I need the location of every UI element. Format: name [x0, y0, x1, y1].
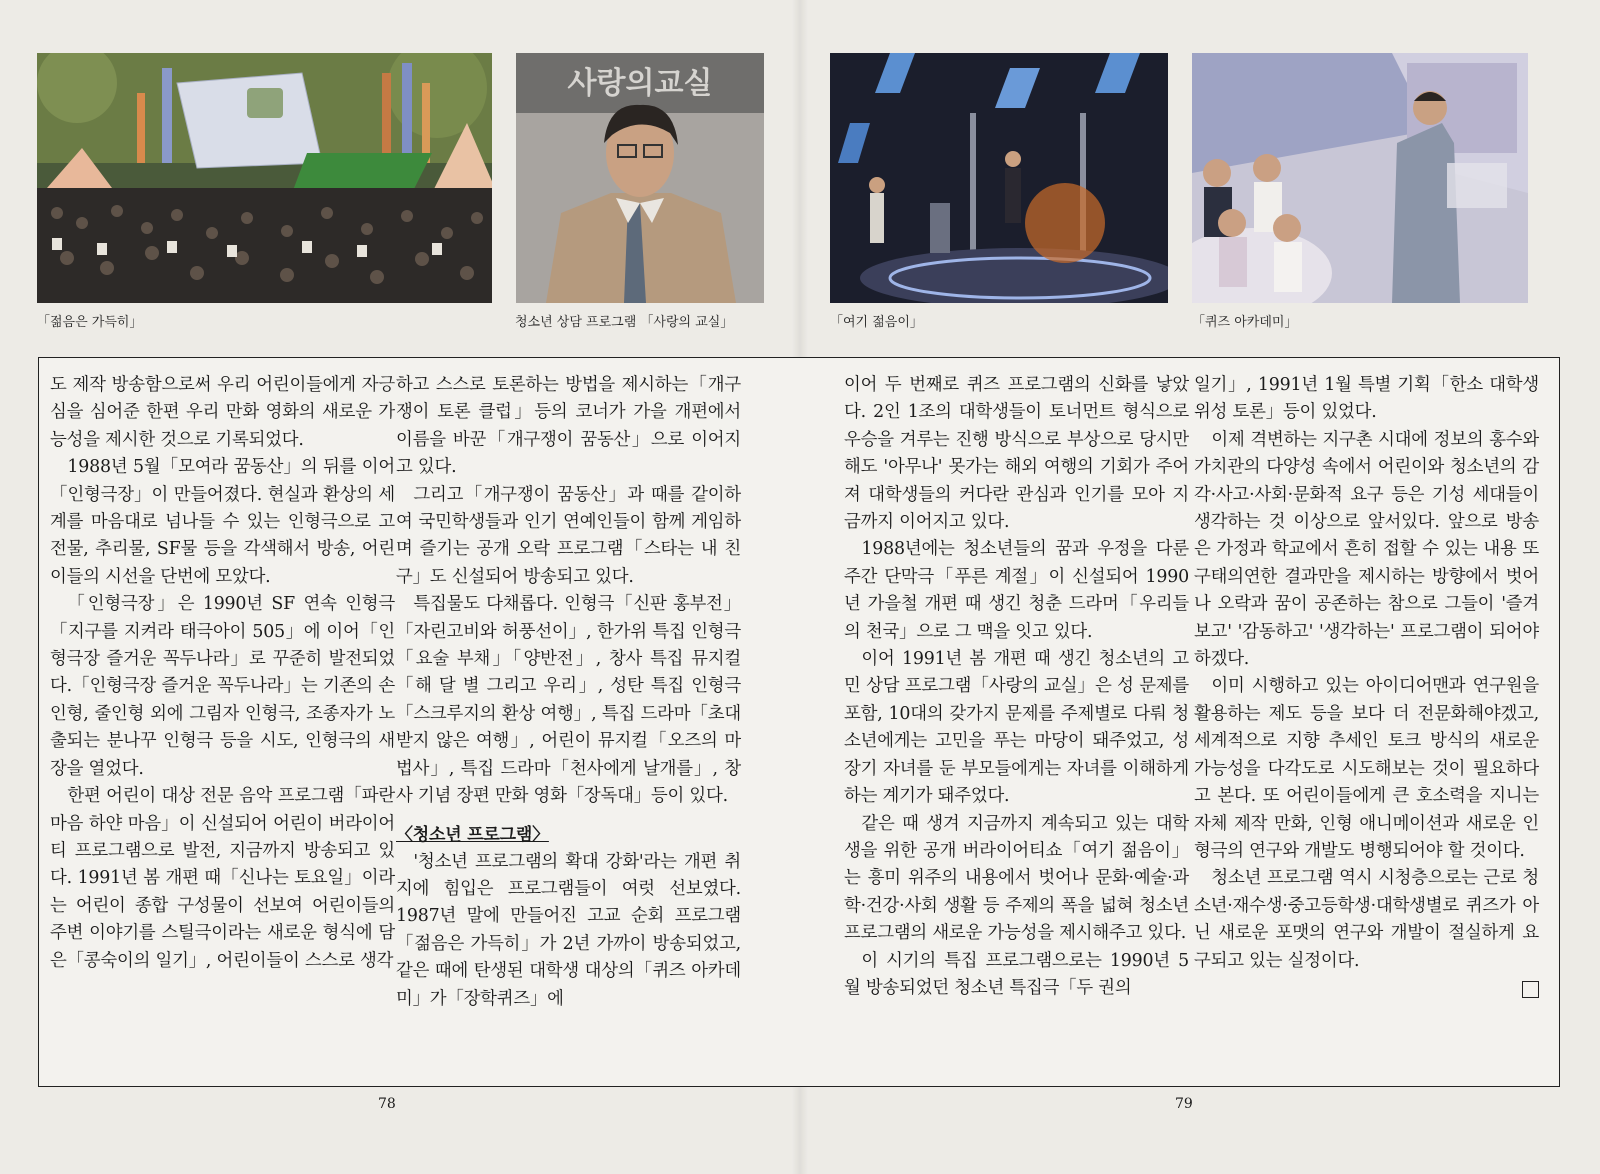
section-heading: 〈청소년 프로그램〉	[396, 824, 549, 845]
article-column-1	[50, 372, 395, 975]
photo-caption: 「여기 젊음이」	[830, 315, 923, 330]
paragraph: 이미 시행하고 있는 아이디어맨과 연구원을 활용하는 제도 등을 보다 더 전문화해야겠고, 세계적으로 지향 추세인 토크 방식의 새로운 가능성을 다각도로 시도해보는 것이 필요하다고 본다. 또 어린이들에게 큰 호소력을 지니는 자체 제작 만화, 인형 애니메이션과 새로운 인형극의 연구와 개발도 병행되어야 할 것이다.	[1194, 676, 1539, 861]
paragraph: '청소년 프로그램의 확대 강화'라는 개편 취지에 힘입은 프로그램들이 여럿 선보였다. 1987년 말에 만들어진 고교 순회 프로그램「젊음은 가득히」가 2년 가까이 방송되었고, 같은 때에 탄생된 대학생 대상의「퀴즈 아카데미」가「장학퀴즈」에	[396, 851, 741, 1009]
band-stage-photo	[830, 53, 1168, 303]
paragraph: 일기」, 1991년 1월 특별 기획「한소 대학생 위성 토론」등이 있었다.	[1194, 375, 1539, 423]
paragraph: 이어 두 번째로 퀴즈 프로그램의 신화를 낳았다. 2인 1조의 대학생들이 토너먼트 형식으로 우승을 겨루는 진행 방식으로 부상으로 당시만 해도 '아무나' 못가는 해외 여행의 기회가 주어져 대학생들의 커다란 관심과 인기를 모아 지금까지 이어지고 있다.	[844, 375, 1189, 533]
paragraph: 청소년 프로그램 역시 시청층으로는 근로 청소년·재수생·중고등학생·대학생별로 퀴즈가 아닌 새로운 포맷의 연구와 개발이 절실하게 요구되고 있는 실정이다.	[1194, 868, 1539, 971]
quiz-show-photo	[1192, 53, 1528, 303]
photo-caption: 청소년 상담 프로그램 「사랑의 교실」	[515, 315, 734, 330]
photo-caption: 「퀴즈 아카데미」	[1192, 315, 1298, 330]
paragraph: 이제 격변하는 지구촌 시대에 정보의 홍수와 가치관의 다양성 속에서 어린이와 청소년의 감각·사고·사회·문화적 요구 등은 기성 세대들이 생각하는 것 이상으로 앞서있다. 앞으로 방송은 가정과 학교에서 흔히 접할 수 있는 내용 또 구태의연한 결과만을 제시하는 방향에서 벗어나 오락과 꿈이 공존하는 참으로 그들이 '즐겨보고' '감동하고' '생각하는' 프로그램이 되어야 하겠다.	[1194, 429, 1539, 670]
paragraph: 특집물도 다채롭다. 인형극「신판 홍부전」「자린고비와 허풍선이」, 한가위 특집 인형극「요술 부채」「양반전」, 창사 특집 뮤지컬「해 달 별 그리고 우리」, 성탄 특집 인형극「스크루지의 환상 여행」, 특집 드라마「초대받지 않은 여행」, 어린이 뮤지컬「오즈의 마법사」, 특집 드라마「천사에게 날개를」, 창사 기념 장편 만화 영화「장독대」등이 있다.	[396, 594, 741, 807]
outdoor-stage-audience-photo	[37, 53, 492, 303]
end-mark-icon	[1522, 981, 1539, 998]
article-column-4	[1194, 372, 1539, 998]
paragraph: 하고 스스로 토론하는 방법을 제시하는「개구쟁이 토론 클럽」등의 코너가 가을 개편에서 이름을 바꾼「개구쟁이 꿈동산」으로 이어지고 있다.	[396, 375, 741, 478]
paragraph: 1988년 5월「모여라 꿈동산」의 뒤를 이어「인형극장」이 만들어졌다. 현실과 환상의 세계를 마음대로 넘나들 수 있는 인형극으로 고전물, 추리물, SF물 등을 각색해서 방송, 어린이들의 시선을 단번에 모았다.	[50, 457, 395, 587]
paragraph: 같은 때 생겨 지금까지 계속되고 있는 대학생을 위한 공개 버라이어티쇼「여기 젊음이」는 흥미 위주의 내용에서 벗어나 문화·예술·과학·건강·사회 생활 등 주제의 폭을 넓혀 청소년 프로그램의 새로운 가능성을 제시해주고 있다.	[844, 813, 1189, 944]
presenter-portrait-photo	[516, 53, 764, 303]
paragraph: 그리고「개구쟁이 꿈동산」과 때를 같이하여 국민학생들과 인기 연예인들이 함께 게임하며 즐기는 공개 오락 프로그램「스타는 내 친구」도 신설되어 방송되고 있다.	[396, 484, 741, 587]
article-column-3	[844, 372, 1189, 1002]
paragraph: 「인형극장」은 1990년 SF 연속 인형극「지구를 지켜라 태극아이 505」에 이어「인형극장 즐거운 꼭두나라」로 꾸준히 발전되었다.「인형극장 즐거운 꼭두나라」는 기존의 손인형, 줄인형 외에 그림자 인형극, 조종자가 노출되는 분나꾸 인형극 등을 시도, 인형극의 새 장을 열었다.	[50, 594, 395, 779]
page-number-left: 78	[378, 1096, 396, 1112]
program-sign: 사랑의교실	[567, 66, 713, 101]
paragraph: 1988년에는 청소년들의 꿈과 우정을 다룬 주간 단막극「푸른 계절」이 신설되어 1990년 가을철 개편 때 생긴 청춘 드라머「우리들의 천국」으로 그 맥을 잇고 있다.	[844, 539, 1189, 642]
article-column-2	[396, 372, 741, 1013]
photo-caption: 「젊음은 가득히」	[37, 315, 143, 330]
paragraph: 한편 어린이 대상 전문 음악 프로그램「파란 마음 하얀 마음」이 신설되어 어린이 버라이어티 프로그램으로 발전, 지금까지 방송되고 있다. 1991년 봄 개편 때「신나는 토요일」이라는 어린이 종합 구성물이 선보여 어린이들의 주변 이야기를 스틸극이라는 새로운 형식에 담은「콩숙이의 일기」, 어린이들이 스스로 생각	[50, 786, 395, 971]
paragraph: 이어 1991년 봄 개편 때 생긴 청소년의 고민 상담 프로그램「사랑의 교실」은 성 문제를 포함, 10대의 갖가지 문제를 주제별로 다뤄 청소년에게는 고민을 푸는 마당이 돼주었고, 성장기 자녀를 둔 부모들에게는 자녀를 이해하게 하는 계기가 돼주었다.	[844, 649, 1189, 807]
paragraph: 도 제작 방송함으로써 우리 어린이들에게 자긍심을 심어준 한편 우리 만화 영화의 새로운 가능성을 제시한 것으로 기록되었다.	[50, 375, 395, 450]
paragraph: 이 시기의 특집 프로그램으로는 1990년 5월 방송되었던 청소년 특집극「두 권의	[844, 950, 1189, 998]
page-number-right: 79	[1175, 1096, 1193, 1112]
